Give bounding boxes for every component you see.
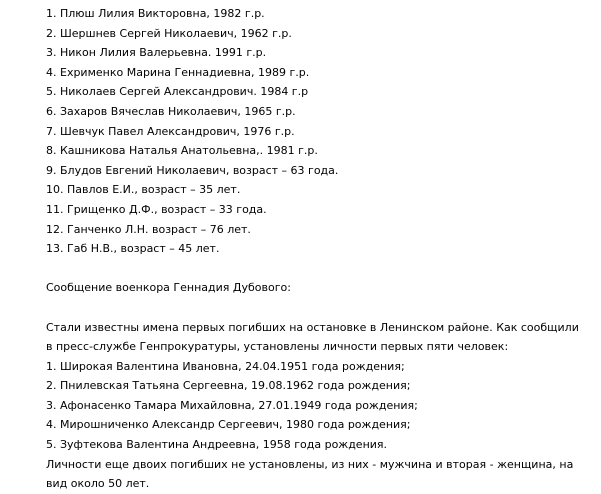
message-header: Сообщение военкора Геннадия Дубового: xyxy=(46,281,291,295)
list-item: 5. Зуфтекова Валентина Андреевна, 1958 года рождения. xyxy=(46,438,388,452)
intro-paragraph: Стали известны имена первых погибших на остановке в Ленинском районе. Как сообщили в пресс-службе Генпрокуратуры, установлены личности первых пяти человек: xyxy=(46,320,579,354)
document-body xyxy=(46,4,598,494)
list-item: 3. Афонасенко Тамара Михайловна, 27.01.1949 года рождения; xyxy=(46,398,418,412)
list-item: 11. Грищенко Д.Ф., возраст – 33 года. xyxy=(46,202,267,216)
list-item: 9. Блудов Евгений Николаевич, возраст – 63 года. xyxy=(46,163,339,177)
list-item: 6. Захаров Вячеслав Николаевич, 1965 г.р. xyxy=(46,104,296,118)
list-item: 2. Пнилевская Татьяна Сергеевна, 19.08.1962 года рождения; xyxy=(46,379,411,393)
list-item: 12. Ганченко Л.Н. возраст – 76 лет. xyxy=(46,222,251,236)
list-item: 2. Шершнев Сергей Николаевич, 1962 г.р. xyxy=(46,26,292,40)
list-item: 7. Шевчук Павел Александрович, 1976 г.р. xyxy=(46,124,295,138)
list-item: 8. Кашникова Наталья Анатольевна,. 1981 г.р. xyxy=(46,144,318,158)
list-item: 1. Широкая Валентина Ивановна, 24.04.1951 года рождения; xyxy=(46,359,405,373)
list-item: 5. Николаев Сергей Александрович. 1984 г.р xyxy=(46,85,309,99)
spacer xyxy=(46,259,598,279)
list-item: 4. Ехрименко Марина Геннадиевна, 1989 г.р. xyxy=(46,65,310,79)
list-item: 3. Никон Лилия Валерьевна. 1991 г.р. xyxy=(46,46,267,60)
list-item: 4. Мирошниченко Александр Сергеевич, 1980 года рождения; xyxy=(46,418,411,432)
closing-paragraph: Личности еще двоих погибших не установлены, из них - мужчина и вторая - женщина, на вид около 50 лет. xyxy=(46,457,574,491)
identified-list xyxy=(46,357,598,455)
list-item: 10. Павлов Е.И., возраст – 35 лет. xyxy=(46,183,241,197)
list-item: 13. Габ Н.В., возраст – 45 лет. xyxy=(46,242,220,256)
victims-list xyxy=(46,4,598,259)
list-item: 1. Плюш Лилия Викторовна, 1982 г.р. xyxy=(46,7,265,20)
spacer xyxy=(46,298,598,318)
